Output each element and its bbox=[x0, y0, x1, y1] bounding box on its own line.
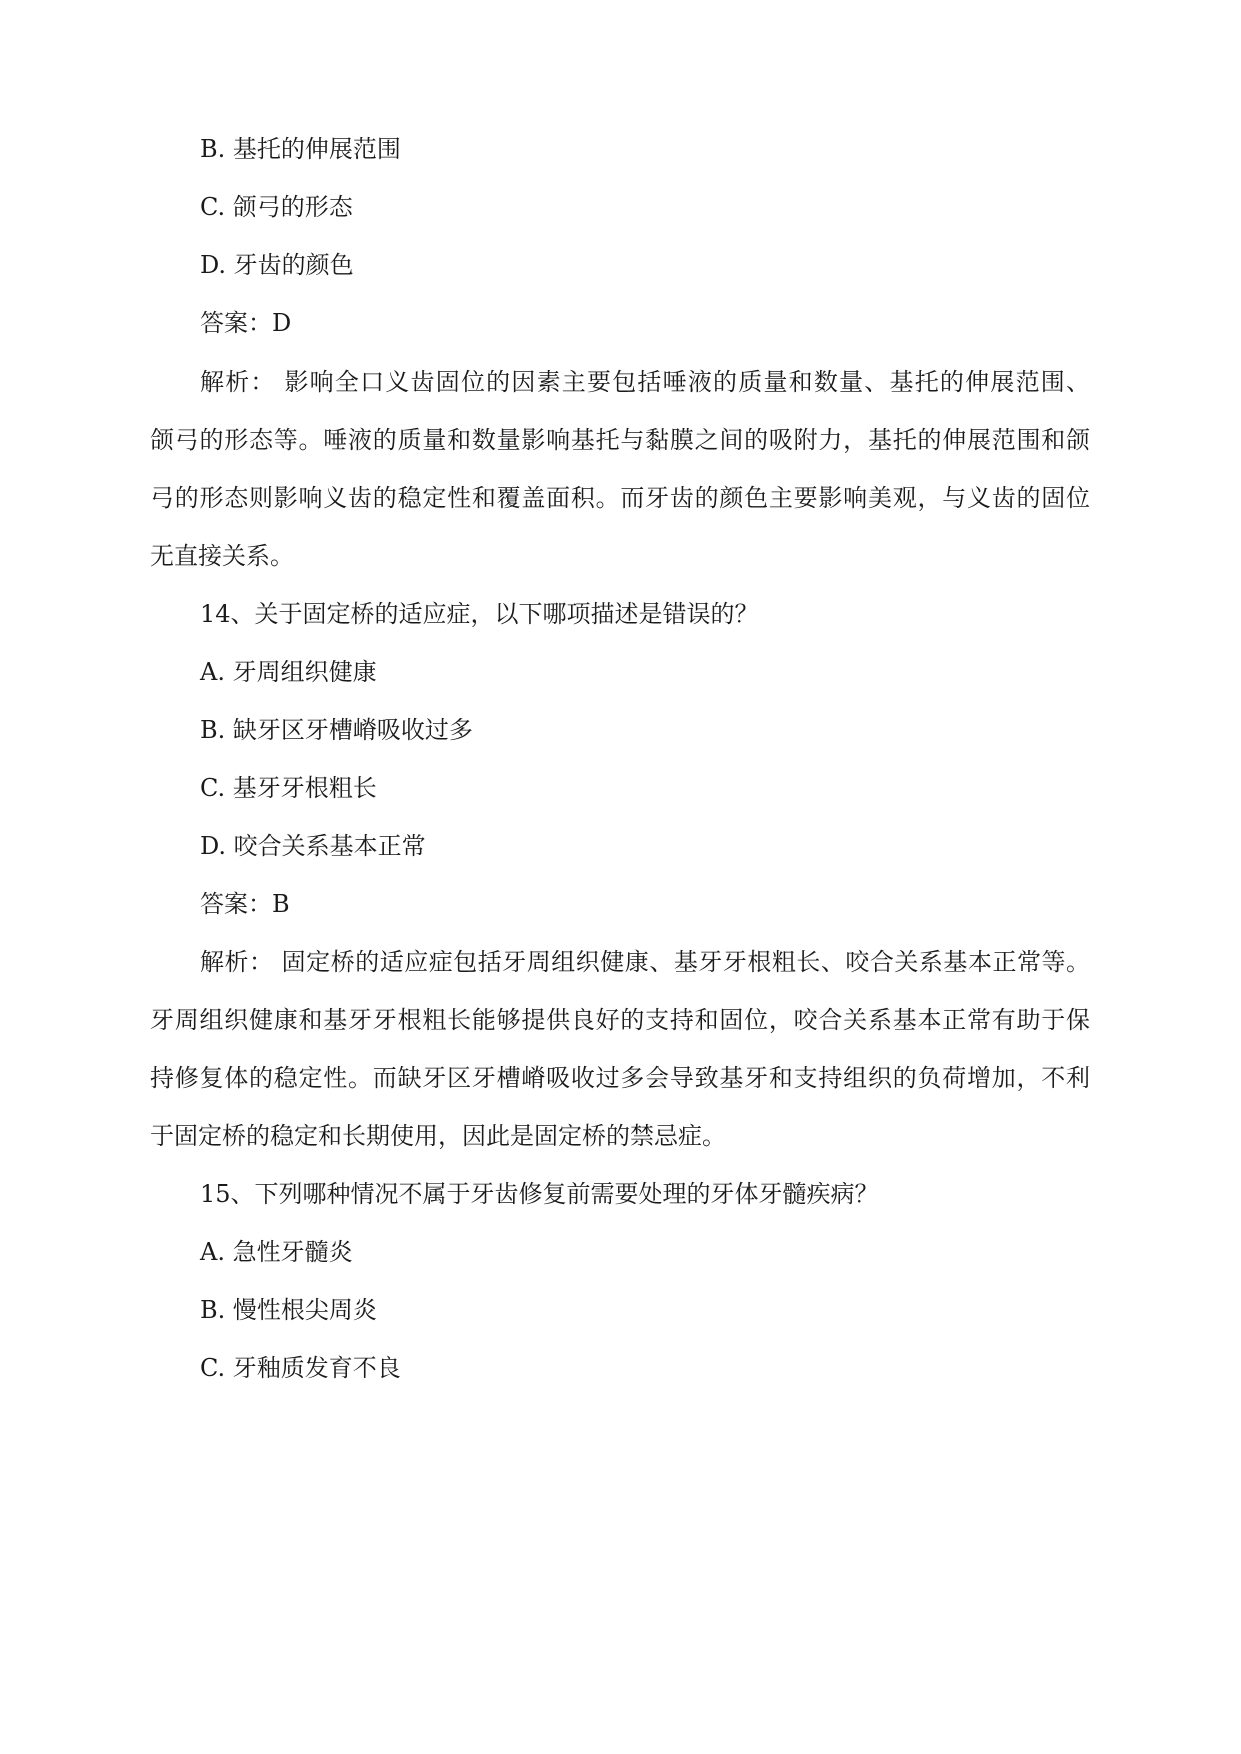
option-c: C. 颌弓的形态 bbox=[200, 193, 353, 221]
explanation-line: 解析： 影响全口义齿固位的因素主要包括唾液的质量和数量、基托的伸展范围、 bbox=[200, 368, 1090, 396]
explanation-line: 弓的形态则影响义齿的稳定性和覆盖面积。而牙齿的颜色主要影响美观，与义齿的固位 bbox=[150, 484, 1090, 512]
option-b: B. 慢性根尖周炎 bbox=[200, 1296, 377, 1324]
option-c: C. 基牙牙根粗长 bbox=[200, 774, 377, 802]
explanation-line: 解析： 固定桥的适应症包括牙周组织健康、基牙牙根粗长、咬合关系基本正常等。 bbox=[200, 948, 1090, 976]
option-b: B. 基托的伸展范围 bbox=[200, 135, 401, 163]
option-a: A. 牙周组织健康 bbox=[200, 658, 377, 686]
option-d: D. 咬合关系基本正常 bbox=[200, 832, 426, 860]
explanation-line: 颌弓的形态等。唾液的质量和数量影响基托与黏膜之间的吸附力，基托的伸展范围和颌 bbox=[150, 426, 1090, 454]
answer-line: 答案：B bbox=[200, 890, 290, 918]
explanation-line: 牙周组织健康和基牙牙根粗长能够提供良好的支持和固位，咬合关系基本正常有助于保 bbox=[150, 1006, 1090, 1034]
option-a: A. 急性牙髓炎 bbox=[200, 1238, 353, 1266]
explanation-line: 于固定桥的稳定和长期使用，因此是固定桥的禁忌症。 bbox=[150, 1122, 726, 1150]
option-d: D. 牙齿的颜色 bbox=[200, 251, 354, 279]
option-b: B. 缺牙区牙槽嵴吸收过多 bbox=[200, 716, 473, 744]
option-c: C. 牙釉质发育不良 bbox=[200, 1354, 401, 1382]
answer-line: 答案：D bbox=[200, 309, 292, 337]
question-title: 14、关于固定桥的适应症，以下哪项描述是错误的？ bbox=[200, 600, 759, 628]
explanation-line: 无直接关系。 bbox=[150, 542, 294, 570]
question-title: 15、下列哪种情况不属于牙齿修复前需要处理的牙体牙髓疾病？ bbox=[200, 1180, 879, 1208]
explanation-line: 持修复体的稳定性。而缺牙区牙槽嵴吸收过多会导致基牙和支持组织的负荷增加，不利 bbox=[150, 1064, 1090, 1092]
